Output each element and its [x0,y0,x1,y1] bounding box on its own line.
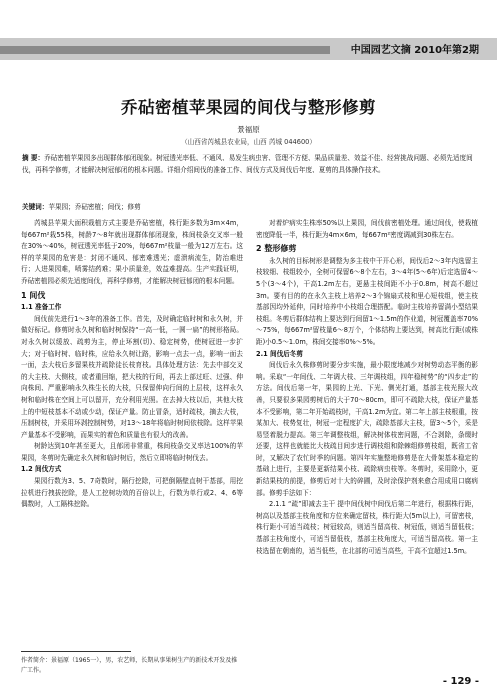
subsection-heading: 1.1 准备工作 [21,303,62,312]
paragraph: 间伐后永久株修剪时要分步实施，最小限度地减少对树势动态平衡的影响。采取“一年间伐、二年调大枝、三年调枝组，四年稳树势”的“四步走”的方法。间伐后第一年，果园的上光、下光、侧光打通，基部主枝光照大改善，只要很多果园剪树后的大于70～80cm，即可不疏除大枝，保证产量基本不受影响，第二年开始疏枝时，干高1.2m为宜。第二年上部主枝根重，按某加大、枝势复壮，树冠一定程度扩大，疏除基部大主枝，留3～5个，采是易竖着脱力提高。第三年调整枝组，解决树体枝密问题，不合剥除，条缀时还要，这样也就能比大枝疏目间步进行调枝组和除棘组修剪枝组，既省工省时，又解决了农忙时季的问题。第四年实施整地修剪是在大骨架基本稳定的基础上进行，主要是更新结果小枝、疏除病虫枝等。冬剪时，采用除小，更新结果枝的前提，修剪后对十大的碎圃，及时涂保护剂来愈合用成用口腐病部。修剪手法如下： [256,361,478,497]
abstract [22,152,477,177]
paragraph: 间伐前先进行1～3年的准备工作。首先，及时确定临时树和永久树，并做好标记。修剪时永久树和临时树保持“一高一低，一圆一扁”的树形格局。对永久树以缓放、疏剪为主，停止环割(切)、稳定树势，使树冠进一步扩大；对于临时树、临时株，应给永久树让路，影响一点去一点，影响一面去一面，去大枝后多留果枝并疏除徒长枝育枝。具体处理方法：先去中部交叉的大主枝、大侧枝，或者重回缩，把大枝的行间，再去上部过旺、过强、伸向株间、严重影响永久株生长的大枝，只保留伸向行间的上层枝，这样永久树和临时株在空间上可以留开，充分利用光照。在去掉大枝以后，其他大枝上的中短枝基本不动或少动，保证产量。防止冒条，适时疏枝，摘去大枝，压制树枝，并采用环剥控制树势，对13～18年将临时树间依枝除。这样苹果产量基本不受影响，而果实的着色和质量也有很大的改善。 [21,314,243,439]
abstract-text: 乔砧密植苹果园多出现群体郁闭现象。树冠透光率低、不通风、易发生病虫害、管理不方便、果品质量差、效益不佳、经营挑战问题、必须先适度间伐，再科学修剪，才能解决树冠郁闭的根本问题。详细介绍间伐的准备工作、间伐方式及间伐后年度、夏剪的具体操作技术。 [22,154,473,175]
paragraph: 对着炉病实生株率50%以上果园，间伐前密植处理。通过间伐，使栽植密度降低一半，株行距为4m×6m，每667m²密度调减到30株左右。 [256,219,478,239]
paragraph: 树龄达到10年甚至更大，且郁闭非常重，株间枝条交叉率达100%的苹果园，冬剪时先确定永久树和临时树后，然后立即将临时树伐去。 [21,442,243,462]
paragraph: 2.1.1 “疏”即减去主干 提中间伐树中间伐后第二年进行，根据株行距，树高以及基部主枝角度和方位来确定留枝，株行距大(5m以上)，可留密枝，株行距小可适当疏枝；树冠较高，则适当留高枝、树冠低，则适当留低枝；基部主枝角度小，可适当留低枝，基部主枝角度大，可适当留高枝。第一主枝选留在朝南的，适当低些，在北部的可适当高些，干高不宜超过1.5m。 [256,500,478,555]
author: 景福原 [237,125,260,134]
section-heading: 1 间伐 [21,290,46,300]
right-column [256,218,478,557]
subsection-heading: 1.2 间伐方式 [21,465,62,474]
article-title: 乔砧密植苹果园的间伐与整形修剪 [121,98,376,117]
paragraph: 果园行数为3、5、7奇数时，隔行挖除，可把倒隔壁直树干基部，用挖拉机进行拽拔挖除，是人工挖树功效的百倍以上，行数为单行或2、4、6等偶数时，人工隔株挖除。 [21,477,243,509]
keywords-label: 关键词： [22,203,49,211]
header-band [0,0,497,58]
keywords [22,201,477,211]
author-footnote: 作者简介：景福原（1965一），男，农艺师，长期从事果树生产的新技术开发及推广工作。 [21,657,238,674]
affiliation: （山西省芮城县农业局，山西 芮城 044600） [181,138,316,146]
left-column [21,218,243,511]
subsection-heading: 2.1 间伐后冬剪 [256,349,303,358]
keywords-text: 苹果园；乔砧密植；间伐；修剪 [48,203,141,211]
header-dark-stripe [0,46,330,54]
paragraph: 芮城县苹果大面积栽植方式主要是乔砧密植，株行距多数为3m×4m，每667m²栽55株，树龄7～8年就出现群体郁闭现象，株间枝条交叉率一般在30%～40%，树冠透光率低于20%，每667m²枝量一般为12万左右。这样的苹果园的危害是：封闭不通风、郁密难透光；虚溃病流生，防治难进行；人进果园难，喷雾结药难；果小质量差，效益难提高。生产实践证明，乔砧密植园必须先适度间伐，再科学修剪，才能解决树冠郁闭的根本问题。 [21,219,243,285]
footnote-divider [21,651,131,652]
section-heading: 2 整形修剪 [256,244,297,254]
paragraph: 永久树的目标树形是调整为多主枝中干开心形，间伐后2～3年内选留主枝较细、枝组较小，全树可保留6～8个左右，3～4年(5～6年)后定选留4～5个(3～4个)，干高1.2m左右，更悬主枝间距不小于0.8m，树高不超过3m。要有目的的在永久主枝上培养2～3个锦扇式枝和里心短枝组，使主枝基部因均外延伸，同时培养中小枝组合理搭配。临时主枝培养留满小型结果枝组。冬剪后群体结构上要达到行间留1～1.5m的作业道，树冠覆盖率70%～75%，每667m²留枝量6～8万个，个体结构上要达到，树高比行距(或株距)小0.5～1.0m，株间交接率0%～5%。 [256,256,478,346]
abstract-label: 摘 要： [22,154,45,162]
page-number: - 129 - [442,676,479,687]
journal-name: 中国园艺文摘 2010年第2期 [350,45,479,56]
